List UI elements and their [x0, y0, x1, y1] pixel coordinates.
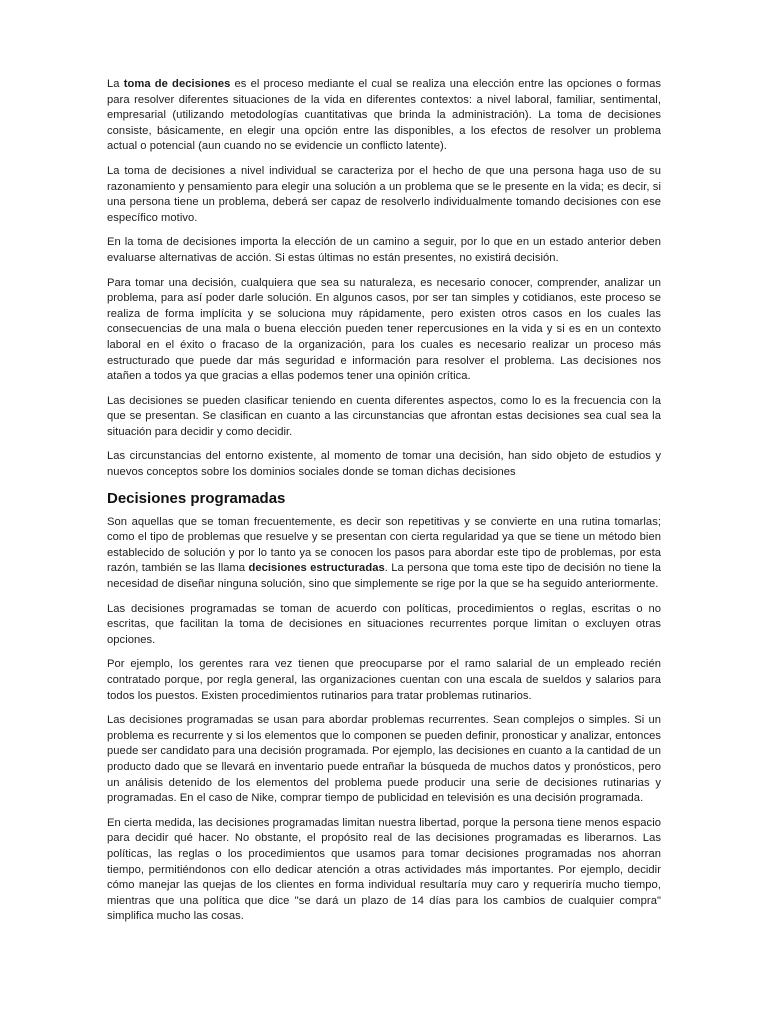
- paragraph: [107, 816, 661, 925]
- section-heading: Decisiones programadas: [107, 489, 286, 507]
- bold-term: decisiones estructuradas: [248, 562, 385, 575]
- text-run: En la toma de decisiones importa la elección de un camino a seguir, por lo que en un estado anterior deben evaluarse alternativas de acción. Si estas últimas no están presentes, no existirá decisión.: [107, 236, 661, 264]
- text-run: Son aquellas que se toman frecuentemente, es decir son repetitivas y se convierte en una rutina tomarlas; como el tipo de problemas que resuelve y se presentan con cierta regularidad ya que se tiene un método bien establecido de solución y por lo tanto ya se conocen los pasos para abordar este tipo de problemas, por esta razón, también se las llama: [107, 515, 661, 575]
- text-run: Por ejemplo, los gerentes rara vez tienen que preocuparse por el ramo salarial de un empleado recién contratado porque, por regla general, las organizaciones cuentan con una escala de sueldos y salarios para todos los puestos. Existen procedimientos rutinarios para tratar problemas rutinarios.: [107, 658, 661, 702]
- paragraph: [107, 602, 661, 649]
- paragraph: [107, 394, 661, 441]
- text-run: . La persona que toma este tipo de decisión no tiene la necesidad de diseñar ninguna solución, sino que simplemente se rige por la que se ha seguido anteriormente.: [107, 562, 662, 591]
- text-run: En cierta medida, las decisiones programadas limitan nuestra libertad, porque la persona tiene menos espacio para decidir qué hacer. No obstante, el propósito real de las decisiones programadas es liberarnos. Las políticas, las reglas o los procedimientos que usamos para tomar decisiones programadas nos ahorran tiempo, permitiéndonos con ello dedicar atención a otras actividades más importantes. Por ejemplo, decidir cómo manejar las quejas de los clientes en forma individual resultaría muy caro y requeriría mucho tiempo, mientras que una política que dice "se dará un plazo de 14 días para los cambios de cualquier compra" simplifica mucho las cosas.: [107, 816, 661, 923]
- paragraph: [107, 449, 661, 480]
- text-run: Las decisiones programadas se toman de acuerdo con políticas, procedimientos o reglas, escritas o no escritas, que facilitan la toma de decisiones en situaciones recurrentes porque limitan o excluyen otras opciones.: [107, 602, 661, 646]
- text-run: Las circunstancias del entorno existente, al momento de tomar una decisión, han sido objeto de estudios y nuevos conceptos sobre los dominios sociales donde se toman dichas decisiones: [107, 450, 661, 479]
- paragraph: [107, 235, 661, 266]
- paragraph: [107, 276, 661, 385]
- paragraph: [107, 713, 661, 807]
- bold-term: toma de decisiones: [123, 78, 231, 90]
- text-run: Para tomar una decisión, cualquiera que sea su naturaleza, es necesario conocer, comprender, analizar un problema, para así poder darle solución. En algunos casos, por ser tan simples y cotidianos, este proceso se realiza de forma implícita y se soluciona muy rápidamente, pero existen otros casos en los cuales las consecuencias de una mala o buena elección pueden tener repercusiones en la vida y si es en un contexto laboral en el éxito o fracaso de la organización, para los cuales es necesario realizar un proceso más estructurado que puede dar más seguridad e información para resolver el problema. Las decisiones nos atañen a todos ya que gracias a ellas podemos tener una opinión crítica.: [107, 276, 661, 383]
- decisiones-programadas-section: [107, 515, 661, 925]
- text-run: Las decisiones se pueden clasificar teniendo en cuenta diferentes aspectos, como lo es la frecuencia con la que se presentan. Se clasifican en cuanto a las circunstancias que afrontan estas decisiones sea cual sea la situación para decidir y como decidir.: [107, 394, 661, 438]
- paragraph: [107, 164, 661, 226]
- text-run: La: [107, 78, 124, 90]
- text-run: Las decisiones programadas se usan para abordar problemas recurrentes. Sean complejos o simples. Si un problema es recurrente y si los elementos que lo componen se pueden definir, pronosticar y analizar, entonces puede ser candidato para una decisión programada. Por ejemplo, las decisiones en cuanto a la cantidad de un producto dado que se llevará en inventario puede entrañar la búsqueda de muchos datos y pronósticos, pero un análisis detenido de los elementos del problema puede producir una serie de decisiones rutinarias y programadas. En el caso de Nike, comprar tiempo de publicidad en televisión es una decisión programada.: [107, 714, 661, 805]
- paragraph: [107, 515, 661, 593]
- intro-section: [107, 77, 661, 481]
- text-run: La toma de decisiones a nivel individual se caracteriza por el hecho de que una persona haga uso de su razonamiento y pensamiento para elegir una solución a un problema que se le presente en la vida; es decir, si una persona tiene un problema, deberá ser capaz de resolverlo individualmente tomando decisiones con ese específico motivo.: [107, 164, 661, 224]
- paragraph: [107, 657, 661, 704]
- paragraph: [107, 77, 661, 155]
- text-run: es el proceso mediante el cual se realiza una elección entre las opciones o formas para resolver diferentes situaciones de la vida en diferentes contextos: a nivel laboral, familiar, sentimental, empresarial (utilizando metodologías cuantitativas que brinda la administración). La toma de decisiones consiste, básicamente, en elegir una opción entre las disponibles, a los efectos de resolver un problema actual o potencial (aun cuando no se evidencie un conflicto latente).: [107, 78, 661, 153]
